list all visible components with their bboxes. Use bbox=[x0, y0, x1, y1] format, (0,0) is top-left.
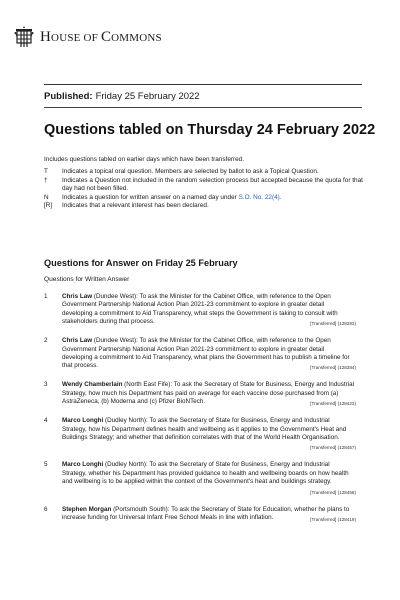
question-number: 5 bbox=[44, 461, 48, 469]
question-item bbox=[44, 461, 356, 497]
question-body bbox=[62, 417, 356, 453]
question-text: To ask the Minister for the Cabinet Office, with reference to the Open Government Partnership National Action Plan 2021-23 commitment to explore in greater detail developing a commitment to Aid Transparency, what steps the Government is taking to consult with stakeholders during that process. bbox=[62, 293, 338, 326]
member-name: Chris Law bbox=[62, 293, 93, 300]
house-name-ommons: OMMONS bbox=[111, 31, 162, 44]
question-text: To ask the Secretary of State for Business, Energy and Industrial Strategy, how much his Department has paid on average for each vaccine dose purchased from (a) AstraZeneca, (b) Moderna and (c) Pfizer BioNTech. bbox=[62, 381, 355, 406]
house-name-h: H bbox=[40, 28, 52, 45]
question-ref: [Transferred] (128457) bbox=[310, 445, 356, 451]
question-text: To ask the Secretary of State for Education, whether he plans to increase funding for Universal Infant Free School Meals in line with inflation. bbox=[62, 505, 350, 522]
constituency: (Dudley North): bbox=[103, 417, 150, 425]
house-name-ouse-of: OUSE OF bbox=[51, 31, 101, 44]
question-ref: [Transferred] (128423) bbox=[310, 401, 356, 407]
legend-item bbox=[44, 202, 364, 211]
question-body bbox=[62, 293, 356, 329]
member-name: Marco Longhi bbox=[62, 461, 104, 469]
question-body bbox=[62, 506, 356, 525]
question-item bbox=[44, 381, 356, 408]
legend-text-main: Indicates a question for written answer on a named day under bbox=[62, 193, 239, 201]
question-number: 2 bbox=[44, 337, 48, 345]
house-of-commons-header bbox=[14, 24, 162, 50]
legend-key: [R] bbox=[44, 202, 53, 210]
question-body bbox=[62, 337, 356, 373]
published-label: Published: bbox=[44, 90, 93, 102]
question-item bbox=[44, 417, 356, 453]
constituency: (Dundee West): bbox=[92, 293, 140, 300]
member-name: Chris Law bbox=[62, 337, 93, 345]
legend-text: Indicates that a relevant interest has been declared. bbox=[62, 202, 209, 210]
question-ref: [Transferred] (128283) bbox=[310, 321, 356, 327]
constituency: (Portsmouth South): bbox=[111, 505, 172, 513]
question-number: 6 bbox=[44, 505, 48, 513]
house-name bbox=[40, 29, 162, 46]
question-text: To ask the Secretary of State for Business, Energy and Industrial Strategy, how his Department defines health and wellbeing as it applies to the Government's Heat and Buildings Strategy; and whether that definition correlates with that of the World Health Organisation. bbox=[62, 417, 347, 442]
question-number: 4 bbox=[44, 417, 48, 425]
legend-item bbox=[44, 177, 364, 194]
legend-item bbox=[44, 168, 364, 177]
constituency: (Dudley North): bbox=[103, 461, 150, 469]
question-number: 3 bbox=[44, 381, 48, 389]
legend-key: † bbox=[44, 176, 48, 184]
question-item bbox=[44, 506, 356, 525]
question-item bbox=[44, 337, 356, 373]
legend-key: T bbox=[44, 168, 48, 175]
constituency: (Dundee West): bbox=[92, 337, 140, 345]
portcullis-logo-icon bbox=[14, 25, 34, 49]
section-title: Questions for Answer on Friday 25 February bbox=[44, 258, 238, 268]
member-name: Stephen Morgan bbox=[62, 505, 112, 513]
legend-item bbox=[44, 194, 364, 203]
question-number: 1 bbox=[44, 293, 48, 300]
question-list bbox=[44, 293, 356, 533]
standing-order-link[interactable]: S.O. No. 22(4). bbox=[238, 193, 282, 201]
question-item bbox=[44, 293, 356, 329]
question-ref: [Transferred] (128284) bbox=[310, 365, 356, 371]
legend-key: N bbox=[44, 193, 49, 201]
page-title: Questions tabled on Thursday 24 February 2022 bbox=[44, 122, 376, 138]
published-bar bbox=[44, 84, 362, 108]
published-date: Friday 25 February 2022 bbox=[95, 90, 200, 102]
constituency: (North East Fife): bbox=[122, 381, 174, 389]
question-body bbox=[62, 381, 356, 408]
sub-title: Questions for Written Answer bbox=[44, 276, 130, 283]
question-ref: [Transferred] (128458) bbox=[310, 489, 356, 495]
question-ref: [Transferred] (128419) bbox=[310, 517, 356, 523]
question-body bbox=[62, 461, 356, 497]
legend-text bbox=[62, 194, 364, 203]
legend-text: Indicates a Question not included in the random selection process but accepted because the quota for that day had not been filled. bbox=[62, 176, 363, 193]
member-name: Marco Longhi bbox=[62, 417, 104, 425]
question-text: To ask the Minister for the Cabinet Office, with reference to the Open Government Partnership National Action Plan 2021-23 commitment to explore in greater detail developing a commitment to Aid Transparency, what plans the Government has to publish a timeline for that process. bbox=[62, 337, 350, 370]
intro-text: Includes questions tabled on earlier days which have been transferred. bbox=[44, 156, 245, 163]
question-text: To ask the Secretary of State for Business, Energy and Industrial Strategy, whether his Department has provided guidance to health and wellbeing boards on how health and wellbeing is to be applied within the context of the Government's heat and buildings strategy. bbox=[62, 461, 349, 486]
member-name: Wendy Chamberlain bbox=[62, 381, 123, 389]
legend-text: Indicates a topical oral question. Members are selected by ballot to ask a Topical Question. bbox=[62, 168, 319, 175]
legend bbox=[44, 168, 364, 211]
house-name-c: C bbox=[100, 28, 112, 45]
